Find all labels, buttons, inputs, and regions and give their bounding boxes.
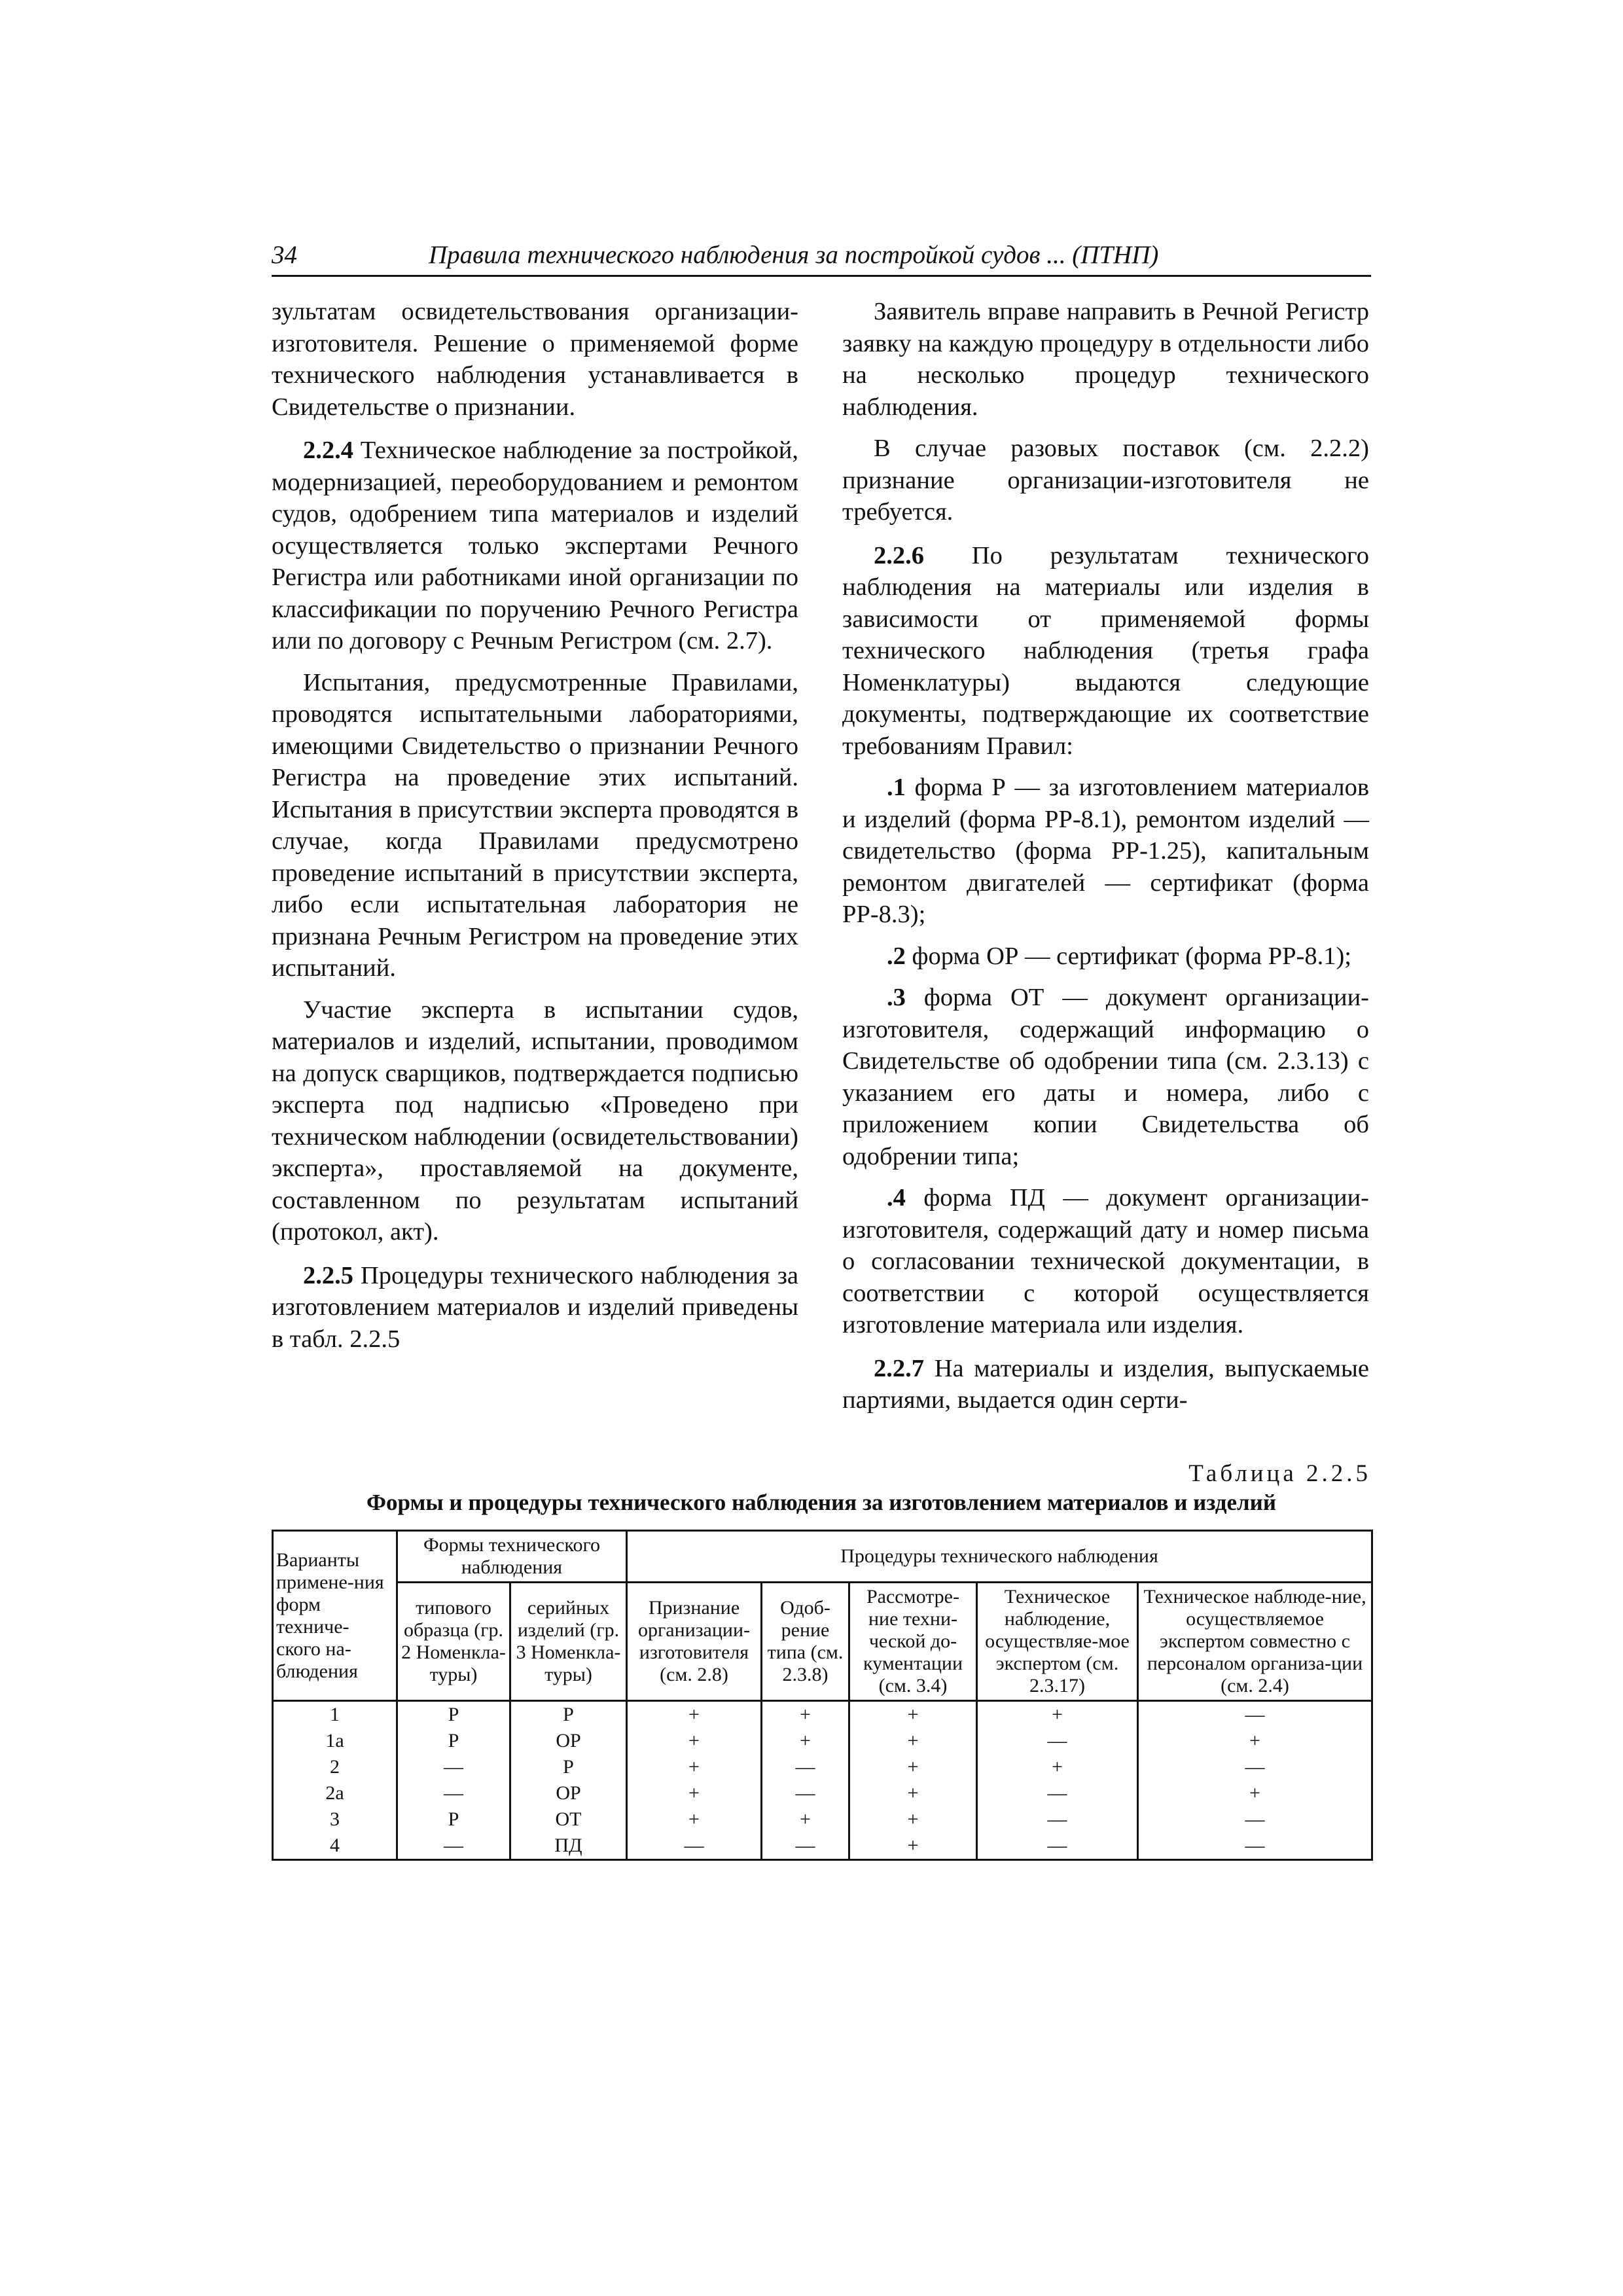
table-row <box>273 1754 1372 1780</box>
table-cell: — <box>397 1833 510 1860</box>
table-cell: — <box>762 1833 849 1860</box>
table-title: Формы и процедуры технического наблюдения за изготовлением материалов и изделий <box>366 1490 1276 1515</box>
table-cell: — <box>977 1780 1138 1806</box>
table-cell: Р <box>510 1701 627 1729</box>
table-row <box>273 1833 1372 1860</box>
table-cell: + <box>849 1833 977 1860</box>
header-recognition: Признание организации-изготовителя (см. 2.8) <box>627 1583 762 1701</box>
section-2-2-4 <box>272 435 798 657</box>
list-item <box>842 772 1369 931</box>
table-cell: Р <box>397 1728 510 1754</box>
paragraph-text: На материалы и изделия, выпускаемые партиями, выдается один серти- <box>842 1354 1369 1414</box>
header-joint-survey: Техническое наблюде-ние, осуществляемое экспертом совместно с персоналом организа-ции (см. 2.4) <box>1138 1583 1372 1701</box>
item-text: форма Р — за изготовлением материалов и изделий (форма РР-8.1), ремонтом изделий — свидетельство (форма РР-1.25), капитальным ремонтом двигателей — сертификат (форма РР-8.3); <box>842 774 1370 928</box>
section-number: 2.2.5 <box>303 1261 353 1289</box>
header-variants: Варианты примене-ния форм техниче-ского на-блюдения <box>273 1531 397 1701</box>
header-rule <box>272 275 1371 277</box>
table-cell: + <box>849 1806 977 1833</box>
section-2-2-7 <box>842 1353 1369 1416</box>
table-cell: — <box>1138 1833 1372 1860</box>
table-cell: — <box>1138 1701 1372 1729</box>
table-row <box>273 1806 1372 1833</box>
table-cell: + <box>762 1728 849 1754</box>
running-title: Правила технического наблюдения за постройкой судов ... (ПТНП) <box>429 241 1159 269</box>
table-cell: — <box>627 1833 762 1860</box>
table-cell: 1а <box>273 1728 397 1754</box>
table-cell: + <box>762 1701 849 1729</box>
table-cell: + <box>977 1754 1138 1780</box>
table-cell: 2 <box>273 1754 397 1780</box>
paragraph-text: Техническое наблюдение за постройкой, модернизацией, переоборудованием и ремонтом судов, одобрением типа материалов и изделий осуществляется только экспертами Речного Регистра или работниками иной организации по классификации по поручению Речного Регистра или по договору с Речным Регистром (см. 2.7). <box>272 437 799 655</box>
item-number: .4 <box>887 1184 906 1211</box>
table-row <box>273 1701 1372 1729</box>
table-cell: ПД <box>510 1833 627 1860</box>
table-cell: — <box>397 1780 510 1806</box>
paragraph: В случае разовых поставок (см. 2.2.2) признание организации-изготовителя не требуется. <box>842 435 1369 526</box>
table-cell: ОР <box>510 1780 627 1806</box>
table-cell: Р <box>397 1701 510 1729</box>
table-row <box>273 1780 1372 1806</box>
table-cell: + <box>627 1806 762 1833</box>
table-cell: + <box>627 1728 762 1754</box>
paragraph: Заявитель вправе направить в Речной Регистр заявку на каждую процедуру в отдельности либо на несколько процедур технического наблюдения. <box>842 298 1369 421</box>
table-cell: + <box>849 1728 977 1754</box>
section-2-2-6 <box>842 540 1369 762</box>
item-text: форма ОР — сертификат (форма РР-8.1); <box>912 942 1351 970</box>
table-cell: ОТ <box>510 1806 627 1833</box>
table-cell: + <box>977 1701 1138 1729</box>
item-number: .2 <box>887 942 906 970</box>
paragraph: Испытания, предусмотренные Правилами, проводятся испытательными лабораториями, имеющими Свидетельство о признании Речного Регистра на проведение этих испытаний. Испытания в присутствии эксперта проводятся в случае, когда Правилами предусмотрено проведение испытаний в присутствии эксперта, либо если испытательная лаборатория не признана Речным Регистром на проведение этих испытаний. <box>272 668 798 982</box>
table-cell: + <box>1138 1728 1372 1754</box>
left-column <box>272 296 798 1365</box>
right-column <box>842 296 1369 1416</box>
table-cell: + <box>849 1701 977 1729</box>
table-cell: + <box>627 1754 762 1780</box>
section-number: 2.2.7 <box>874 1354 924 1382</box>
table-caption: Таблица 2.2.5 <box>1188 1460 1371 1487</box>
table-cell: + <box>627 1701 762 1729</box>
paragraph: Участие эксперта в испытании судов, материалов и изделий, испытании, проводимом на допуск сварщиков, подтверждается подписью эксперта под надписью «Проведено при техническом наблюдении (освидетельствовании) эксперта», проставляемой на документе, составленном по результатам испытаний (протокол, акт). <box>272 996 798 1246</box>
header-type-sample: типового образца (гр. 2 Номенкла-туры) <box>397 1583 510 1701</box>
table-cell: Р <box>397 1806 510 1833</box>
table-cell: + <box>1138 1780 1372 1806</box>
paragraph-text: По результатам технического наблюдения на материалы или изделия в зависимости от применяемой формы технического наблюдения (третья графа Номенклатуры) выдаются следующие документы, подтверждающие их соответствие требованиям Правил: <box>842 541 1369 760</box>
table-cell: ОР <box>510 1728 627 1754</box>
list-item <box>842 941 1369 973</box>
table-cell: + <box>762 1806 849 1833</box>
table-cell: 3 <box>273 1806 397 1833</box>
table-cell: + <box>849 1780 977 1806</box>
table-cell: — <box>762 1780 849 1806</box>
table-cell: — <box>1138 1806 1372 1833</box>
table-cell: + <box>627 1780 762 1806</box>
item-number: .3 <box>887 984 906 1011</box>
header-forms: Формы технического наблюдения <box>397 1531 627 1583</box>
page-number: 34 <box>272 241 297 269</box>
paragraph: зультатам освидетельствования организации-изготовителя. Решение о применяемой форме технического наблюдения устанавливается в Свидетельстве о признании. <box>272 298 798 421</box>
table-cell: — <box>1138 1754 1372 1780</box>
item-text: форма ПД — документ организации-изготовителя, содержащий дату и номер письма о согласовании технической документации, в соответствии с которой осуществляется изготовление материала или изделия. <box>842 1184 1369 1338</box>
running-header <box>272 240 1371 277</box>
table-cell: — <box>977 1728 1138 1754</box>
header-type-approval: Одоб-рение типа (см. 2.3.8) <box>762 1583 849 1701</box>
section-number: 2.2.4 <box>303 437 353 464</box>
section-2-2-5 <box>272 1260 798 1355</box>
header-serial-products: серийных изделий (гр. 3 Номенкла-туры) <box>510 1583 627 1701</box>
table-row <box>273 1728 1372 1754</box>
table-cell: Р <box>510 1754 627 1780</box>
paragraph-text: Процедуры технического наблюдения за изготовлением материалов и изделий приведены в табл. 2.2.5 <box>272 1261 798 1353</box>
table-cell: 4 <box>273 1833 397 1860</box>
section-number: 2.2.6 <box>874 541 924 569</box>
header-expert-survey: Техническое наблюдение, осуществляе-мое экспертом (см. 2.3.17) <box>977 1583 1138 1701</box>
table-cell: 1 <box>273 1701 397 1729</box>
list-item <box>842 982 1369 1172</box>
table-cell: — <box>762 1754 849 1780</box>
procedures-table <box>272 1530 1373 1861</box>
table-cell: — <box>397 1754 510 1780</box>
list-item <box>842 1182 1369 1341</box>
table-cell: 2а <box>273 1780 397 1806</box>
table-cell: + <box>849 1754 977 1780</box>
item-number: .1 <box>887 774 906 801</box>
table-cell: — <box>977 1806 1138 1833</box>
header-procedures: Процедуры технического наблюдения <box>627 1531 1372 1583</box>
table-cell: — <box>977 1833 1138 1860</box>
header-doc-review: Рассмотре-ние техни-ческой до-кументации (см. 3.4) <box>849 1583 977 1701</box>
item-text: форма ОТ — документ организации-изготовителя, содержащий информацию о Свидетельстве об одобрении типа (см. 2.3.13) с указанием его даты и номера, либо с приложением копии Свидетельства об одобрении типа; <box>842 984 1370 1170</box>
